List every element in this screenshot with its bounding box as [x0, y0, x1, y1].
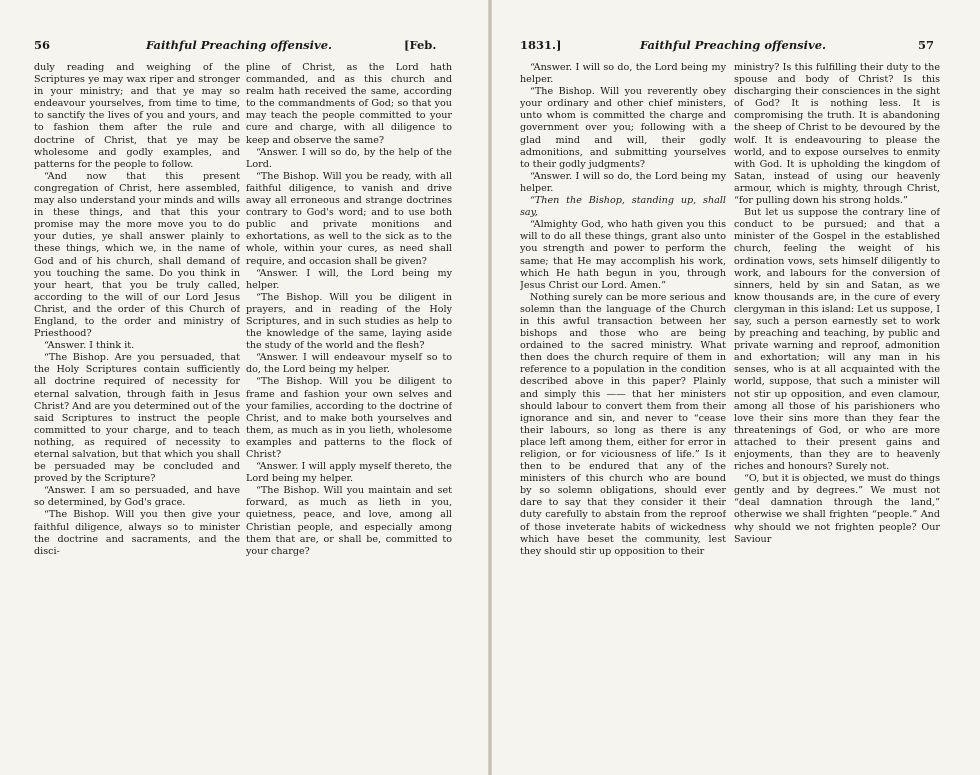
paragraph: “O, but it is objected, we must do things gently and by degrees.” We must not “deal damnation through the land,” otherwise we shall frighten “people.” And why should we not frighten people? Our Saviour — [734, 473, 940, 545]
left-running-title: Faithful Preaching offensive. — [146, 38, 333, 52]
right-page-number: 57 — [918, 38, 935, 52]
paragraph: “The Bishop. Are you persuaded, that the Holy Scriptures contain sufficiently all doctrine required of necessity for eternal salvation, through faith in Jesus Christ? And are you determined out of the said Scriptures to instruct the people committed to your charge, and to teach nothing, as required of necessity to eternal salvation, but that which you shall be persuaded may be concluded and proved by the Scripture? — [34, 352, 240, 485]
right-column-1 — [520, 62, 726, 762]
paragraph: “Answer. I will endeavour myself so to do, the Lord being my helper. — [246, 352, 452, 376]
paragraph: “Almighty God, who hath given you this will to do all these things, grant also unto you strength and power to perform the same; that He may accomplish his work, which He hath begun in you, through Jesus Christ our Lord. Amen.” — [520, 219, 726, 291]
paragraph: “Answer. I will, the Lord being my helper. — [246, 267, 452, 291]
paragraph: “Answer. I think it. — [44, 340, 135, 352]
right-column-2 — [734, 62, 940, 762]
paragraph: “The Bishop. Will you then give your faithful diligence, always so to minister the doctrine and sacraments, and the disci- — [34, 509, 240, 557]
paragraph: “The Bishop. Will you be diligent to frame and fashion your own selves and your families, according to the doctrine of Christ, and to make both yourselves and them, as much as in you lieth, wholesome examples and patterns to the flock of Christ? — [246, 376, 452, 460]
right-header-date: 1831.] — [520, 38, 562, 52]
paragraph: “The Bishop. Will you be ready, with all faithful diligence, to vanish and drive away all erroneous and strange doctrines contrary to God's word; and to use both public and private monitions and exhortations, as well to the sick as to the whole, within your cures, as need shall require, and occasion shall be given? — [246, 170, 452, 267]
paragraph: “Answer. I will so do, the Lord being my helper. — [520, 170, 726, 194]
left-page-header — [34, 38, 454, 56]
paragraph: pline of Christ, as the Lord hath commanded, and as this church and realm hath received the same, according to the commandments of God; so that you may teach the people committed to your cure and charge, with all diligence to keep and observe the same? — [246, 62, 452, 146]
paragraph: “The Bishop. Will you be diligent in prayers, and in reading of the Holy Scriptures, and in such studies as help to the knowledge of the same, laying aside the study of the world and the flesh? — [246, 291, 452, 352]
paragraph: “Then the Bishop, standing up, shall say, — [520, 195, 726, 219]
paragraph: “Answer. I will apply myself thereto, the Lord being my helper. — [246, 461, 452, 485]
paragraph: “And now that this present congregation of Christ, here assembled, may also understand your minds and wills in these things, and that this your promise may the more move you to do your duties, ye shall answer plainly to these things, which we, in the name of God and of his church, shall demand of you touching the same. Do you think in your heart, that you be truly called, according to the will of our Lord Jesus Christ, and the order of this Church of England, to the order and ministry of Priesthood? — [34, 170, 240, 340]
right-page — [490, 0, 980, 775]
paragraph: “Answer. I will so do, the Lord being my helper. — [520, 62, 726, 86]
left-page-number: 56 — [34, 38, 51, 52]
paragraph: “Answer. I am so persuaded, and have so determined, by God's grace. — [34, 485, 240, 509]
paragraph: Nothing surely can be more serious and solemn than the language of the Church in this awful transaction between her bishops and those who are being ordained to the sacred ministry. What then does the church require of them in reference to a population in the condition described above in this paper? Plainly and simply this —— that her ministers should labour to convert them from their ignorance and sin, and never to “cease their labours, so long as there is any place left among them, either for error in religion, or for viciousness of life.” Is it then to be endured that any of the ministers of this church who are bound by so solemn obligations, should ever dare to say that they consider it their duty carefully to abstain from the reproof of those inveterate habits of wickedness which have beset the community, lest they should stir up opposition to their — [520, 291, 726, 557]
paragraph: “The Bishop. Will you maintain and set forward, as much as lieth in you, quietness, peace, and love, among all Christian people, and especially among them that are, or shall be, committed to your charge? — [246, 485, 452, 557]
left-column-1 — [34, 62, 240, 762]
paragraph: “The Bishop. Will you reverently obey your ordinary and other chief ministers, unto whom is committed the charge and government over you; following with a glad mind and will, their godly admonitions, and submitting yourselves to their godly judgments? — [520, 86, 726, 170]
right-running-title: Faithful Preaching offensive. — [640, 38, 827, 52]
paragraph: But let us suppose the contrary line of conduct to be pursued; and that a minister of the Gospel in the established church, feeling the weight of his ordination vows, sets himself diligently to work, and labours for the conversion of sinners, held by sin and Satan, as we know thousands are, in the cure of every clergyman in this island: Let us suppose, I say, such a person earnestly set to work by preaching and teaching, by public and private warning and reproof, admonition and exhortation; will any man in his senses, who is at all acquainted with the world, suppose, that such a minister will not stir up opposition, and even clamour, among all those of his parishioners who love their sins more than they fear the threatenings of God, or who are more attached to their present gains and enjoyments, than they are to heavenly riches and honours? Surely not. — [734, 207, 940, 473]
paragraph: ministry? Is this fulfilling their duty to the spouse and body of Christ? Is this discharging their consciences in the sight of God? It is nothing less. It is compromising the truth. It is abandoning the sheep of Christ to be devoured by the wolf. It is endeavouring to please the world, and to expose ourselves to enmity with God. It is upholding the kingdom of Satan, instead of using our heavenly armour, which is mighty, through Christ, “for pulling down his strong holds.” — [734, 62, 940, 207]
paragraph: duly reading and weighing of the Scriptures ye may wax riper and stronger in your ministry; and that ye may so endeavour yourselves, from time to time, to sanctify the lives of you and yours, and to fashion them after the rule and doctrine of Christ, that ye may be wholesome and godly examples, and patterns for the people to follow. — [34, 62, 240, 170]
paragraph: “Answer. I will so do, by the help of the Lord. — [246, 146, 452, 170]
left-header-date: [Feb. — [404, 38, 437, 52]
left-column-2 — [246, 62, 452, 762]
right-page-header — [520, 38, 940, 56]
